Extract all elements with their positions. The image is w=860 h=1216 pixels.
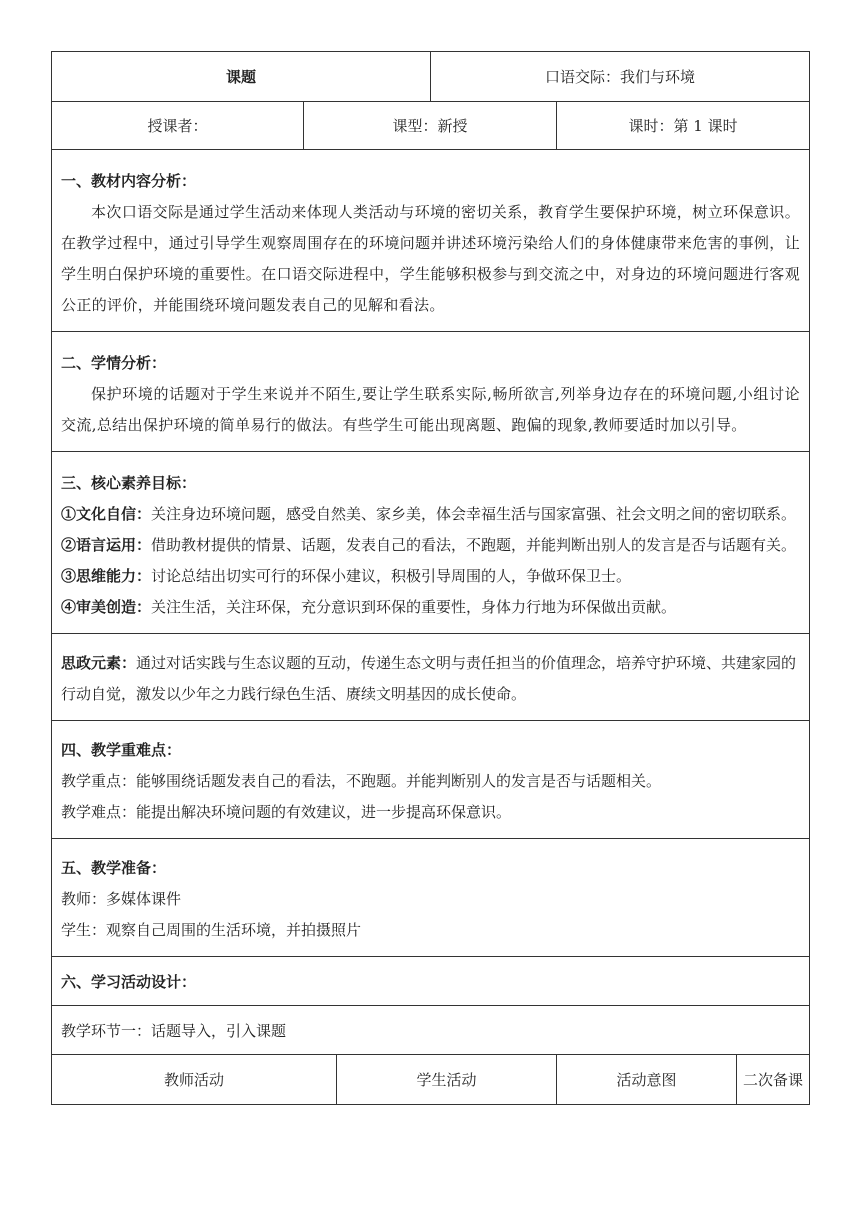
topic-value: 口语交际：我们与环境 <box>431 52 810 102</box>
design-heading: 六、学习活动设计： <box>52 957 810 1006</box>
students-text: 保护环境的话题对于学生来说并不陌生,要让学生联系实际,畅所欲言,列举身边存在的环境问题,小组讨论交流,总结出保护环境的简单易行的做法。有些学生可能出现离题、跑偏的现象,教师要适时加以引导。 <box>61 385 801 434</box>
lesson-plan-table <box>51 51 810 1105</box>
students-heading: 二、学情分析： <box>61 354 167 372</box>
keypoints-difficulty: 教学难点：能提出解决环境问题的有效建议，进一步提高环保意识。 <box>61 803 512 821</box>
col-student-activity: 学生活动 <box>337 1055 557 1105</box>
students-row <box>52 332 810 452</box>
goal-item <box>61 561 800 592</box>
design-row <box>52 957 810 1006</box>
prep-heading: 五、教学准备： <box>61 859 167 877</box>
col-second-prep: 二次备课 <box>737 1055 810 1105</box>
analysis-row <box>52 150 810 332</box>
prep-student: 学生：观察自己周围的生活环境，并拍摄照片 <box>61 921 362 939</box>
lesson-type: 课型：新授 <box>304 102 557 150</box>
topic-label: 课题 <box>52 52 431 102</box>
info-row <box>52 102 810 150</box>
ideology-paragraph <box>61 648 800 710</box>
stage1-title: 教学环节一：话题导入，引入课题 <box>52 1006 810 1055</box>
goal-label: ①文化自信： <box>61 505 152 523</box>
lesson-plan-sheet <box>51 51 809 1105</box>
goal-label: ②语言运用： <box>61 536 152 554</box>
keypoints-heading: 四、教学重难点： <box>61 741 182 759</box>
ideology-text: 通过对话实践与生态议题的互动，传递生态文明与责任担当的价值理念，培养守护环境、共建家园的行动自觉，激发以少年之力践行绿色生活、赓续文明基因的成长使命。 <box>61 654 797 703</box>
goal-text: 关注生活，关注环保，充分意识到环保的重要性，身体力行地为环保做出贡献。 <box>151 598 677 616</box>
prep-teacher: 教师：多媒体课件 <box>61 890 182 908</box>
keypoints-row <box>52 721 810 839</box>
activity-header-row <box>52 1055 810 1105</box>
goal-text: 讨论总结出切实可行的环保小建议，积极引导周围的人，争做环保卫士。 <box>151 567 632 585</box>
goal-label: ③思维能力： <box>61 567 152 585</box>
goals-heading: 三、核心素养目标： <box>61 474 197 492</box>
analysis-heading: 一、教材内容分析： <box>61 172 197 190</box>
col-teacher-activity: 教师活动 <box>52 1055 337 1105</box>
goal-text: 借助教材提供的情景、话题，发表自己的看法，不跑题，并能判断出别人的发言是否与话题有关。 <box>151 536 797 554</box>
keypoints-focus: 教学重点：能够围绕话题发表自己的看法，不跑题。并能判断别人的发言是否与话题相关。 <box>61 772 662 790</box>
goal-label: ④审美创造： <box>61 598 152 616</box>
ideology-row <box>52 634 810 721</box>
ideology-label: 思政元素： <box>61 654 137 672</box>
prep-row <box>52 839 810 957</box>
goals-row <box>52 452 810 634</box>
goal-item <box>61 530 800 561</box>
goal-text: 关注身边环境问题，感受自然美、家乡美，体会幸福生活与国家富强、社会文明之间的密切联系。 <box>151 505 797 523</box>
stage1-row <box>52 1006 810 1055</box>
col-activity-intent: 活动意图 <box>557 1055 737 1105</box>
goal-item <box>61 499 800 530</box>
title-row <box>52 52 810 102</box>
analysis-text: 本次口语交际是通过学生活动来体现人类活动与环境的密切关系，教育学生要保护环境，树立环保意识。在教学过程中，通过引导学生观察周围存在的环境问题并讲述环境污染给人们的身体健康带来危害的事例，让学生明白保护环境的重要性。在口语交际进程中，学生能够积极参与到交流之中，对身边的环境问题进行客观公正的评价，并能围绕环境问题发表自己的见解和看法。 <box>61 203 801 314</box>
goal-item <box>61 592 800 623</box>
teacher-field: 授课者： <box>52 102 304 150</box>
lesson-hours: 课时：第 1 课时 <box>557 102 810 150</box>
